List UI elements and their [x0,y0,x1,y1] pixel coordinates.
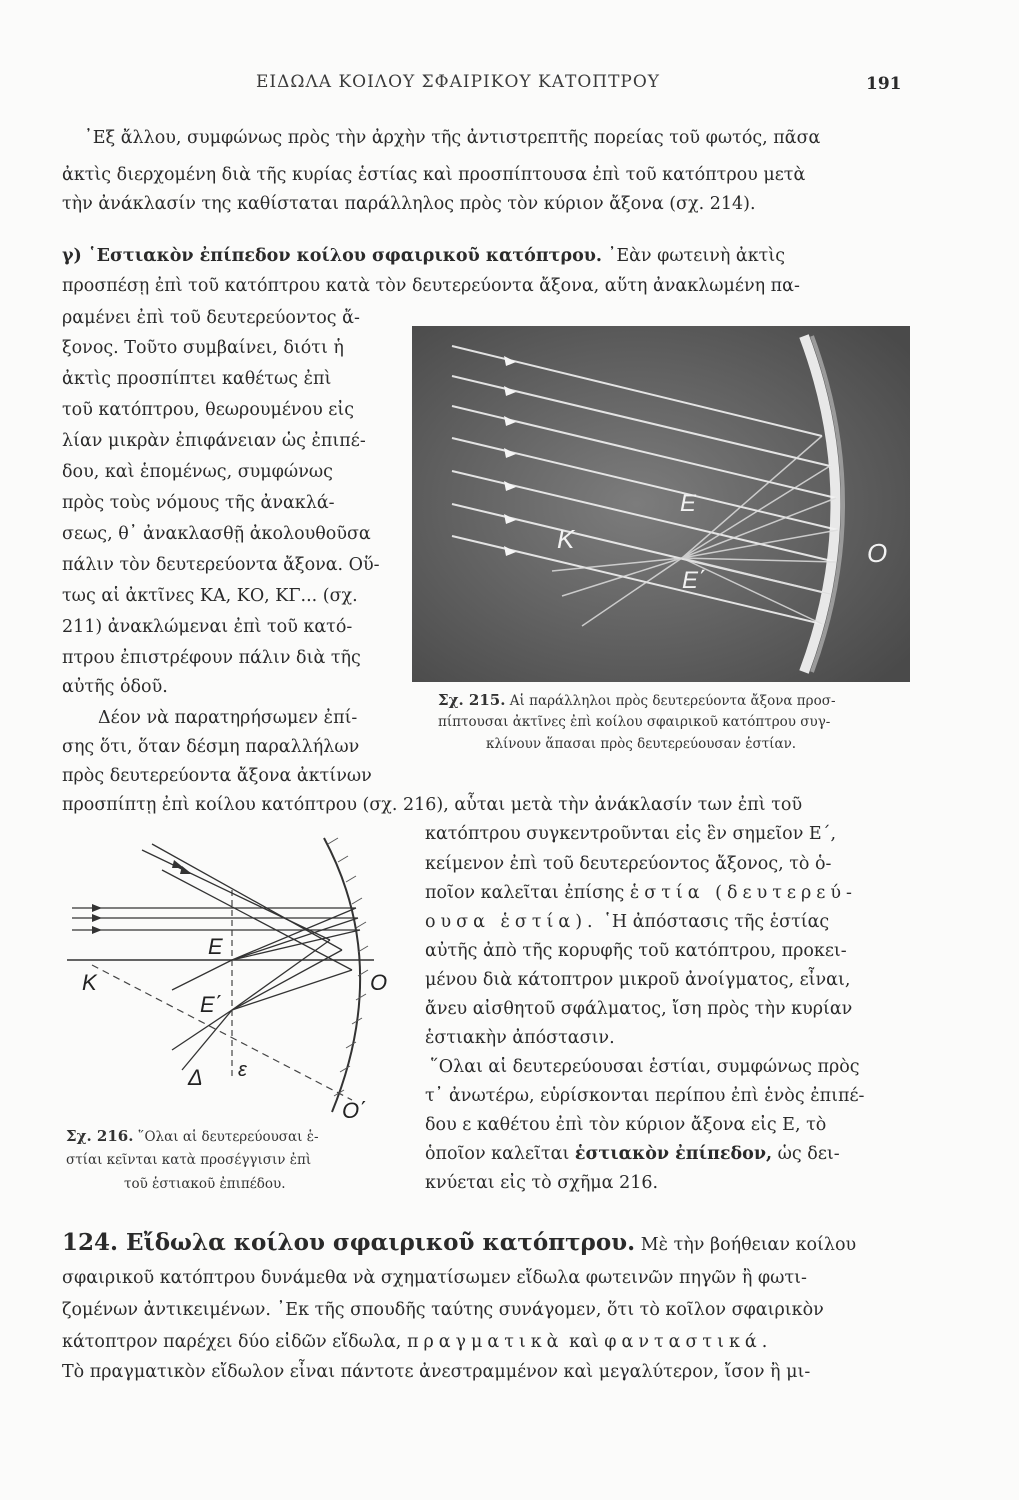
label-O: Ο [867,538,888,568]
text-line: πρὸς τοὺς νόμους τῆς ἀνακλά- [62,493,335,513]
text-segment: καὶ [563,1332,605,1352]
figure-215-caption-line: πίπτουσαι ἀκτῖνες ἐπὶ κοίλου σφαιρικοῦ κατόπτρου συγ- [438,714,831,730]
text-line: 211) ἀνακλώμεναι ἐπὶ τοῦ κατό- [62,617,353,637]
text-line: σης ὅτι, ὅταν δέσμη παραλλήλων [62,737,360,757]
section-heading-line [62,244,785,268]
text-line: τ᾿ ἀνωτέρω, εὑρίσκονται περίπου ἐπὶ ἑνὸς ἐπιπέ- [425,1086,865,1106]
label-E-prime: Ε΄ [682,567,706,594]
text-line: ξονος. Τοῦτο συμβαίνει, διότι ἡ [62,338,344,358]
running-header: ΕΙΔΩΛΑ ΚΟΙΛΟΥ ΣΦΑΙΡΙΚΟΥ ΚΑΤΟΠΤΡΟΥ [256,72,661,92]
text-line: ἀκτὶς προσπίπτει καθέτως ἐπὶ [62,369,332,389]
text-line: σεως, θ᾿ ἀνακλασθῇ ἀκολουθοῦσα [62,524,371,544]
text-line: κατόπτρου συγκεντροῦνται εἰς ἓν σημεῖον Ε΄, [425,824,837,844]
figure-215-caption-line: κλίνουν ἅπασαι πρὸς δευτερεύουσαν ἑστίαν. [486,736,797,752]
text-line: Τὸ πραγματικὸν εἴδωλον εἶναι πάντοτε ἀνεστραμμένον καὶ μεγαλύτερον, ἴσον ἢ μι- [62,1362,811,1382]
label-O-prime: Ο΄ [342,1098,367,1120]
text-line: κνύεται εἰς τὸ σχῆμα 216. [425,1173,659,1193]
text-segment: ῾Η ἀπόστασις τῆς ἑστίας [597,912,830,932]
text-line: κείμενον ἐπὶ τοῦ δευτερεύοντος ἄξονος, τὸ ὁ- [425,854,832,874]
text-line: ἑστιακὴν ἀπόστασιν. [425,1028,615,1048]
text-line [425,910,829,934]
text-line: ᾿Εξ ἄλλου, συμφώνως πρὸς τὴν ἀρχὴν τῆς ἀντιστρεπτῆς πορείας τοῦ φωτός, πᾶσα [84,128,821,148]
figure-215-drawing [412,326,910,682]
text-line: πάλιν τὸν δευτερεύοντα ἄξονα. Οὕ- [62,555,380,575]
figure-215-photo [412,326,910,682]
text-line: πρὸς δευτερεύοντα ἄξονα ἀκτίνων [62,766,372,786]
text-line: προσπέσῃ ἐπὶ τοῦ κατόπτρου κατὰ τὸν δευτερεύοντα ἄξονα, αὕτη ἀνακλωμένη πα- [62,276,800,296]
text-line [425,881,857,905]
text-line: ἄνευ αἰσθητοῦ σφάλματος, ἴση πρὸς τὴν κυρίαν [425,999,853,1019]
figure-216-diagram [62,830,402,1120]
text-line: τως αἱ ἀκτῖνες ΚΑ, ΚΟ, ΚΓ... (σχ. [62,586,358,606]
caption-number: Σχ. 216. [66,1127,134,1145]
figure-216-caption-line: τοῦ ἑστιακοῦ ἐπιπέδου. [124,1176,286,1192]
label-Delta: Δ [188,1065,203,1090]
section-124-heading-line [62,1228,856,1260]
text-segment: κάτοπτρον παρέχει δύο εἰδῶν εἴδωλα, [62,1332,407,1352]
text-line: ἀκτὶς διερχομένη διὰ τῆς κυρίας ἑστίας καὶ προσπίπτουσα ἐπὶ τοῦ κατόπτρου μετὰ [62,165,806,185]
page-number: 191 [866,74,902,94]
text-line: πτρου ἐπιστρέφουν πάλιν διὰ τῆς [62,648,361,668]
bold-term: ἑστιακὸν ἐπίπεδον, [574,1144,773,1164]
caption-text: ῞Ολαι αἱ δευτερεύουσαι ἑ- [133,1129,319,1145]
text-segment: ποῖον καλεῖται ἐπίσης [425,883,630,903]
text-segment: ὁποῖον καλεῖται [425,1144,575,1164]
text-line: σφαιρικοῦ κατόπτρου δυνάμεθα νὰ σχηματίσωμεν εἴδωλα φωτεινῶν πηγῶν ἢ φωτι- [62,1268,807,1288]
label-K: Κ [557,524,575,554]
text-line: τὴν ἀνάκλασίν της καθίσταται παράλληλος πρὸς τὸν κύριον ἄξονα (σχ. 214). [62,194,756,214]
heading-continuation: ᾿Εὰν φωτεινὴ ἀκτὶς [602,246,786,266]
text-line: δου ε καθέτου ἐπὶ τὸν κύριον ἄξονα εἰς Ε, τὸ [425,1115,827,1135]
text-line: ζομένων ἀντικειμένων. ᾿Εκ τῆς σπουδῆς ταύτης συνάγομεν, ὅτι τὸ κοῖλον σφαιρικὸν [62,1300,824,1320]
figure-216-caption-line [66,1126,319,1147]
spaced-term: ἑστία (δευτερεύ- [629,883,857,903]
text-line: μένου διὰ κάτοπτρον μικροῦ ἀνοίγματος, εἶναι, [425,970,851,990]
figure-216-caption-line: στίαι κεῖνται κατὰ προσέγγισιν ἐπὶ [66,1152,312,1168]
text-line: τοῦ κατόπτρου, θεωρουμένου εἰς [62,400,355,420]
text-line: αὐτῆς ὁδοῦ. [62,677,168,697]
text-line: ραμένει ἐπὶ τοῦ δευτερεύοντος ἄ- [62,308,360,328]
text-line: Δέον νὰ παρατηρήσωμεν ἐπί- [98,708,358,728]
figure-215-caption-line [438,690,836,711]
text-line [425,1142,840,1166]
text-line: ῞Ολαι αἱ δευτερεύουσαι ἑστίαι, συμφώνως πρὸς [430,1057,860,1077]
label-epsilon: ε [238,1059,247,1081]
label-E: Ε [208,934,223,959]
label-E-prime: Ε΄ [200,992,222,1017]
text-segment: ὡς δει- [772,1144,840,1164]
caption-number: Σχ. 215. [438,691,506,709]
label-K: Κ [82,970,97,995]
spaced-term: φανταστικά. [604,1332,773,1352]
text-line [62,1330,772,1354]
label-E: Ε [680,490,697,517]
text-line: δου, καὶ ἑπομένως, συμφώνως [62,462,333,482]
section-number: 124. [62,1229,119,1256]
caption-text: Αἱ παράλληλοι πρὸς δευτερεύοντα ἄξονα προσ- [505,693,836,709]
section-heading: γ) ῾Εστιακὸν ἐπίπεδον κοίλου σφαιρικοῦ κατόπτρου. [62,246,602,266]
text-line: αὐτῆς ἀπὸ τῆς κορυφῆς τοῦ κατόπτρου, προκει- [425,941,847,961]
figure-216-drawing [62,830,402,1120]
label-O: Ο [370,970,388,995]
spaced-term: πραγματικὰ [406,1332,564,1352]
text-line: λίαν μικρὰν ἐπιφάνειαν ὡς ἐπιπέ- [62,431,366,451]
spaced-term: ουσα ἑστία). [425,912,598,932]
section-title: Εἴδωλα κοίλου σφαιρικοῦ κατόπτρου. [118,1229,636,1256]
heading-continuation: Μὲ τὴν βοήθειαν κοίλου [635,1235,857,1255]
text-line: προσπίπτῃ ἐπὶ κοίλου κατόπτρου (σχ. 216), αὗται μετὰ τὴν ἀνάκλασίν των ἐπὶ τοῦ [62,795,803,815]
